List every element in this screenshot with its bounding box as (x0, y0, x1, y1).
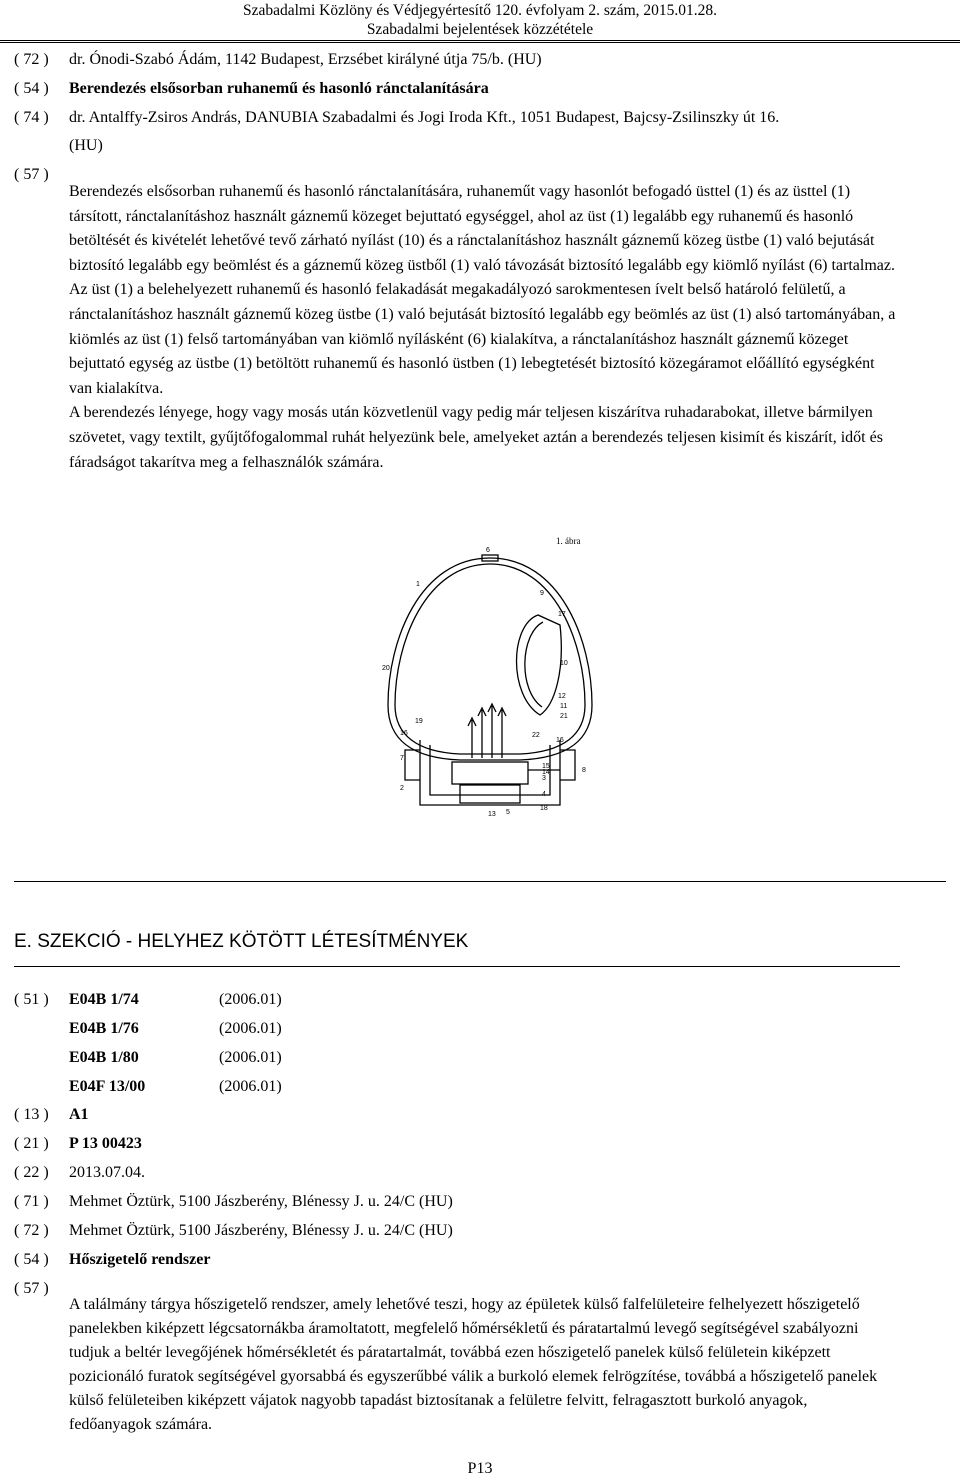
entry1-title-row (14, 78, 489, 100)
figure-label: 17 (558, 611, 566, 618)
field-code: ( 71 ) (14, 1193, 49, 1210)
figure-label: 8 (582, 767, 586, 774)
field-code: ( 72 ) (14, 51, 49, 68)
figure-label: 9 (540, 590, 544, 597)
ipc-class-version: (2006.01) (219, 1020, 282, 1037)
figure-label: 18 (540, 805, 548, 812)
figure-label: 2 (400, 785, 404, 792)
entry2-inventor-row (14, 1220, 453, 1242)
ipc-class-version: (2006.01) (219, 1049, 282, 1066)
invention-title: Hőszigetelő rendszer (69, 1251, 211, 1268)
entry1-abstract-code: ( 57 ) (14, 166, 49, 183)
entry1-attorney-country: (HU) (69, 137, 103, 154)
figure-label: 12 (558, 693, 566, 700)
figure-label: 5 (506, 809, 510, 816)
kind-value: A1 (69, 1106, 89, 1123)
figure-label: 22 (532, 732, 540, 739)
inventor-value: dr. Ónodi-Szabó Ádám, 1142 Budapest, Erzsébet királyné útja 75/b. (HU) (69, 51, 542, 68)
page-number: P13 (467, 1460, 493, 1477)
entry1-inventor-row (14, 49, 542, 71)
figure-label: 16 (556, 737, 564, 744)
ipc-class-version: (2006.01) (219, 991, 282, 1008)
figure-label: 3 (542, 775, 546, 782)
field-code: ( 72 ) (14, 1222, 49, 1239)
ipc-class-code: E04F 13/00 (69, 1078, 146, 1095)
entry2-kind-row (14, 1104, 89, 1126)
header-double-rule (0, 40, 960, 43)
entry2-application-row (14, 1133, 142, 1155)
abstract-paragraph: Berendezés elsősorban ruhanemű és hasonló ránctalanítására, ruhaneműt vagy hasonlót befogadó üsttel (1) és az üsttel (1) társított, ránctalanításhoz használt gáznemű közeget bejuttató egységgel, ahol az üst (1) legalább egy ruhanemű és hasonló betöltését és kivételét lehetővé tevő zárható nyílást (10) és a ránctalanításhoz használt gáznemű közeg üstbe (1) való bejutását biztosító legalább egy beömlést és a gáznemű közeg üstből (1) való távozását biztosító legalább egy kiömlő nyílást (6) tartalmaz. Az üst (1) a belehelyezett ruhanemű és hasonló felakadását megakadályozó sarokmentesen ívelt belső határoló felületű, a ránctalanításhoz használt gáznemű közeg üstbe (1) való bejutását biztosító legalább egy beömlés az üst (1) alsó tartományában, a kiömlés az üst (1) felső tartományában van kiömlő nyílásként (6) kialakítva, a ránctalanításhoz használt gáznemű közeget bejuttató egység az üstbe (1) betöltött ruhanemű és hasonló üstben (1) lebegtetését biztosító közegáramot előállító egységként van kialakítva. (69, 183, 896, 397)
entry2-class-code: ( 51 ) (14, 991, 49, 1008)
figure-label: 4 (542, 791, 546, 798)
figure-label: 15 (542, 763, 550, 770)
field-code: ( 22 ) (14, 1164, 49, 1181)
figure-label: 19 (415, 718, 423, 725)
header-journal-title: Szabadalmi Közlöny és Védjegyértesítő 120. évfolyam 2. szám, 2015.01.28. (242, 2, 718, 19)
entry2-applicant-row (14, 1191, 453, 1213)
field-code: ( 74 ) (14, 109, 49, 126)
field-code: ( 13 ) (14, 1106, 49, 1123)
entry1-abstract (69, 180, 899, 475)
figure-label: 10 (560, 660, 568, 667)
entry1-attorney-row (14, 107, 780, 129)
filing-date: 2013.07.04. (69, 1164, 145, 1181)
entry2-title-row (14, 1249, 211, 1271)
abstract-paragraph: A berendezés lényege, hogy vagy mosás után közvetlenül vagy pedig már teljesen kiszárítva ruhadarabokat, illetve bármilyen szövetet, vagy textilt, gyűjtőfogalommal ruhát helyezünk bele, amelyeket aztán a berendezés teljesen kisimít és kiszárít, időt és fáradságot takarítva meg a felhasználók számára. (69, 404, 883, 471)
figure-label: 16 (400, 730, 408, 737)
ipc-class-code: E04B 1/76 (69, 1020, 139, 1037)
figure-label: 20 (382, 665, 390, 672)
ipc-class-code: E04B 1/74 (69, 991, 139, 1008)
figure-label: 14 (542, 769, 550, 776)
entry2-abstract (69, 1293, 894, 1437)
figure-label: 7 (400, 755, 404, 762)
figure-label: 6 (486, 547, 490, 554)
attorney-value: dr. Antalffy-Zsiros András, DANUBIA Szabadalmi és Jogi Iroda Kft., 1051 Budapest, Bajcsy-Zsilinszky út 16. (69, 109, 780, 126)
invention-title: Berendezés elsősorban ruhanemű és hasonló ránctalanítására (69, 80, 489, 97)
figure-title: 1. ábra (556, 536, 581, 546)
applicant-value: Mehmet Öztürk, 5100 Jászberény, Blénessy J. u. 24/C (HU) (69, 1193, 453, 1210)
figure-label: 1 (416, 581, 420, 588)
section-divider (14, 881, 946, 882)
figure-label: 13 (488, 811, 496, 818)
field-code: ( 54 ) (14, 80, 49, 97)
header-section-title: Szabadalmi bejelentések közzététele (366, 21, 594, 38)
figure-label: 11 (560, 703, 568, 710)
section-heading-underline (14, 966, 900, 967)
section-heading: E. SZEKCIÓ - HELYHEZ KÖTÖTT LÉTESÍTMÉNYEK (14, 931, 469, 952)
entry2-abstract-code: ( 57 ) (14, 1280, 49, 1297)
ipc-class-version: (2006.01) (219, 1078, 282, 1095)
patent-figure-egg-device (360, 530, 620, 830)
ipc-class-code: E04B 1/80 (69, 1049, 139, 1066)
application-number: P 13 00423 (69, 1135, 142, 1152)
figure-label: 21 (560, 713, 568, 720)
field-code: ( 21 ) (14, 1135, 49, 1152)
entry2-date-row (14, 1162, 145, 1184)
abstract-paragraph: A találmány tárgya hőszigetelő rendszer, amely lehetővé teszi, hogy az épületek külső falfelületeire felhelyezett hőszigetelő panelekben kiképzett légcsatornákba áramoltatott, megfelelő hőmérsékletű és páratartalmú levegő segítségével szabályozni tudjuk a beltér levegőjének hőmérsékletét és páratartalmát, továbbá ezen hőszigetelő panelek külső felületein kiképzett pozicionáló furatok segítségével gyorsabbá és egyszerűbbé válik a burkoló elemek felrögzítése, továbbá a hőszigetelő panelek külső felületeiben kiképzett vájatok nagyobb tapadást biztosítanak a felületre felvitt, felragasztott burkoló anyagok, fedőanyagok számára. (69, 1296, 878, 1433)
inventor-value: Mehmet Öztürk, 5100 Jászberény, Blénessy J. u. 24/C (HU) (69, 1222, 453, 1239)
field-code: ( 54 ) (14, 1251, 49, 1268)
